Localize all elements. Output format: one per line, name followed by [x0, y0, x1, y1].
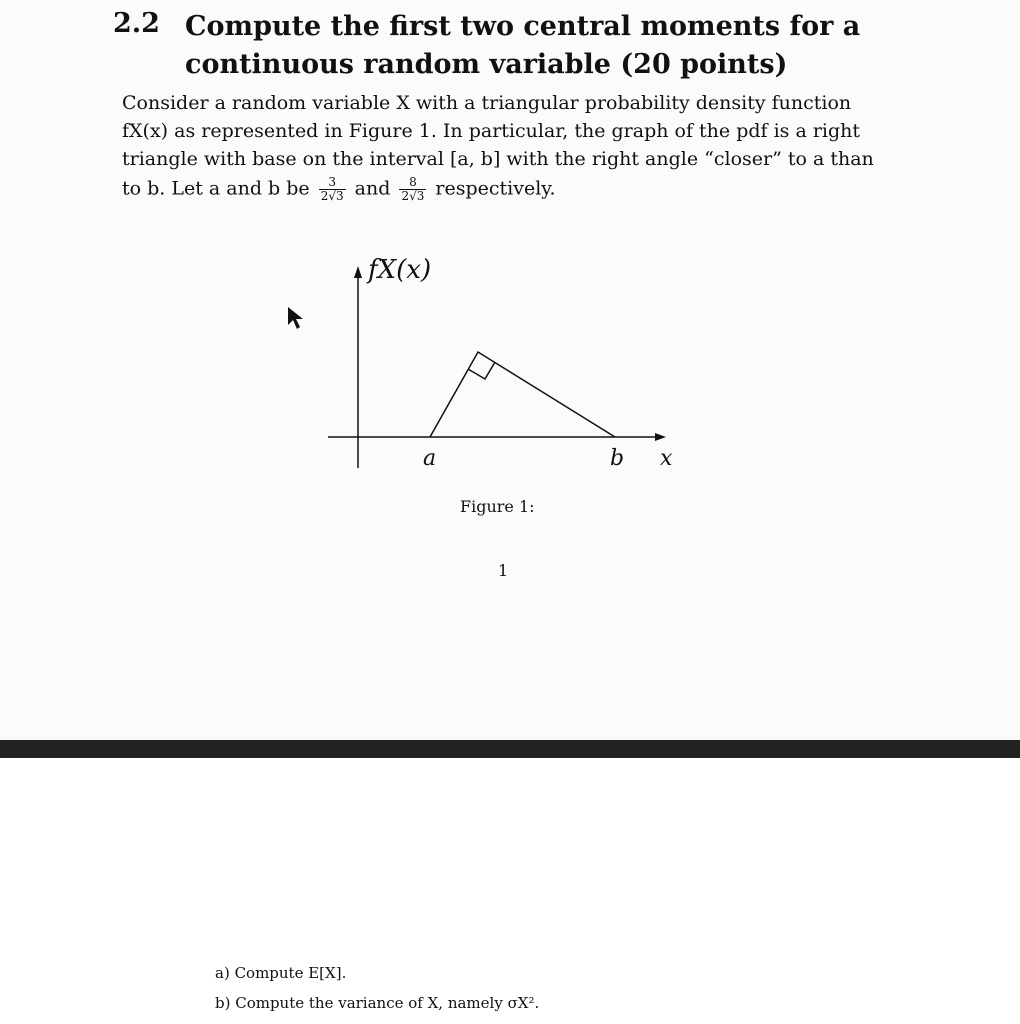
- fraction-b: [399, 176, 426, 203]
- page-number: 1: [498, 561, 509, 580]
- fraction-a-denominator: 2√3: [320, 189, 344, 203]
- triangle-pdf-figure: [280, 240, 700, 475]
- y-axis-arrow: [354, 266, 362, 278]
- x-axis-label: x: [660, 446, 673, 471]
- mouse-pointer-icon: [286, 305, 304, 331]
- question-a: a) Compute E[X].: [215, 964, 347, 982]
- screen-edge-bar: [0, 740, 1020, 758]
- question-b: b) Compute the variance of X, namely σX².: [215, 994, 540, 1012]
- fraction-b-numerator: 8: [399, 176, 426, 190]
- line4-start: to b. Let a and b be: [122, 177, 310, 200]
- paragraph-line-1: Consider a random variable X with a triangular probability density function: [122, 92, 852, 114]
- x-axis-arrow: [655, 433, 666, 441]
- paragraph-line-3: triangle with base on the interval [a, b] with the right angle “closer” to a than: [122, 148, 874, 170]
- b-label: b: [610, 446, 625, 471]
- right-angle-marker: [468, 362, 495, 379]
- line4-mid: and: [354, 177, 391, 200]
- paragraph-line-2: fX(x) as represented in Figure 1. In particular, the graph of the pdf is a right: [122, 120, 861, 142]
- figure-caption: Figure 1:: [460, 497, 535, 516]
- a-label: a: [423, 446, 437, 471]
- paragraph-line-4: [122, 176, 556, 203]
- fraction-a: [319, 176, 346, 203]
- pdf-triangle: [430, 352, 615, 437]
- section-number: 2.2: [113, 8, 160, 39]
- line4-end: respectively.: [435, 177, 556, 200]
- fraction-b-denominator: 2√3: [401, 189, 425, 203]
- fraction-a-numerator: 3: [319, 176, 346, 190]
- y-axis-label: fX(x): [368, 255, 432, 285]
- section-title: Compute the first two central moments for a continuous random variable (20 points): [185, 11, 861, 80]
